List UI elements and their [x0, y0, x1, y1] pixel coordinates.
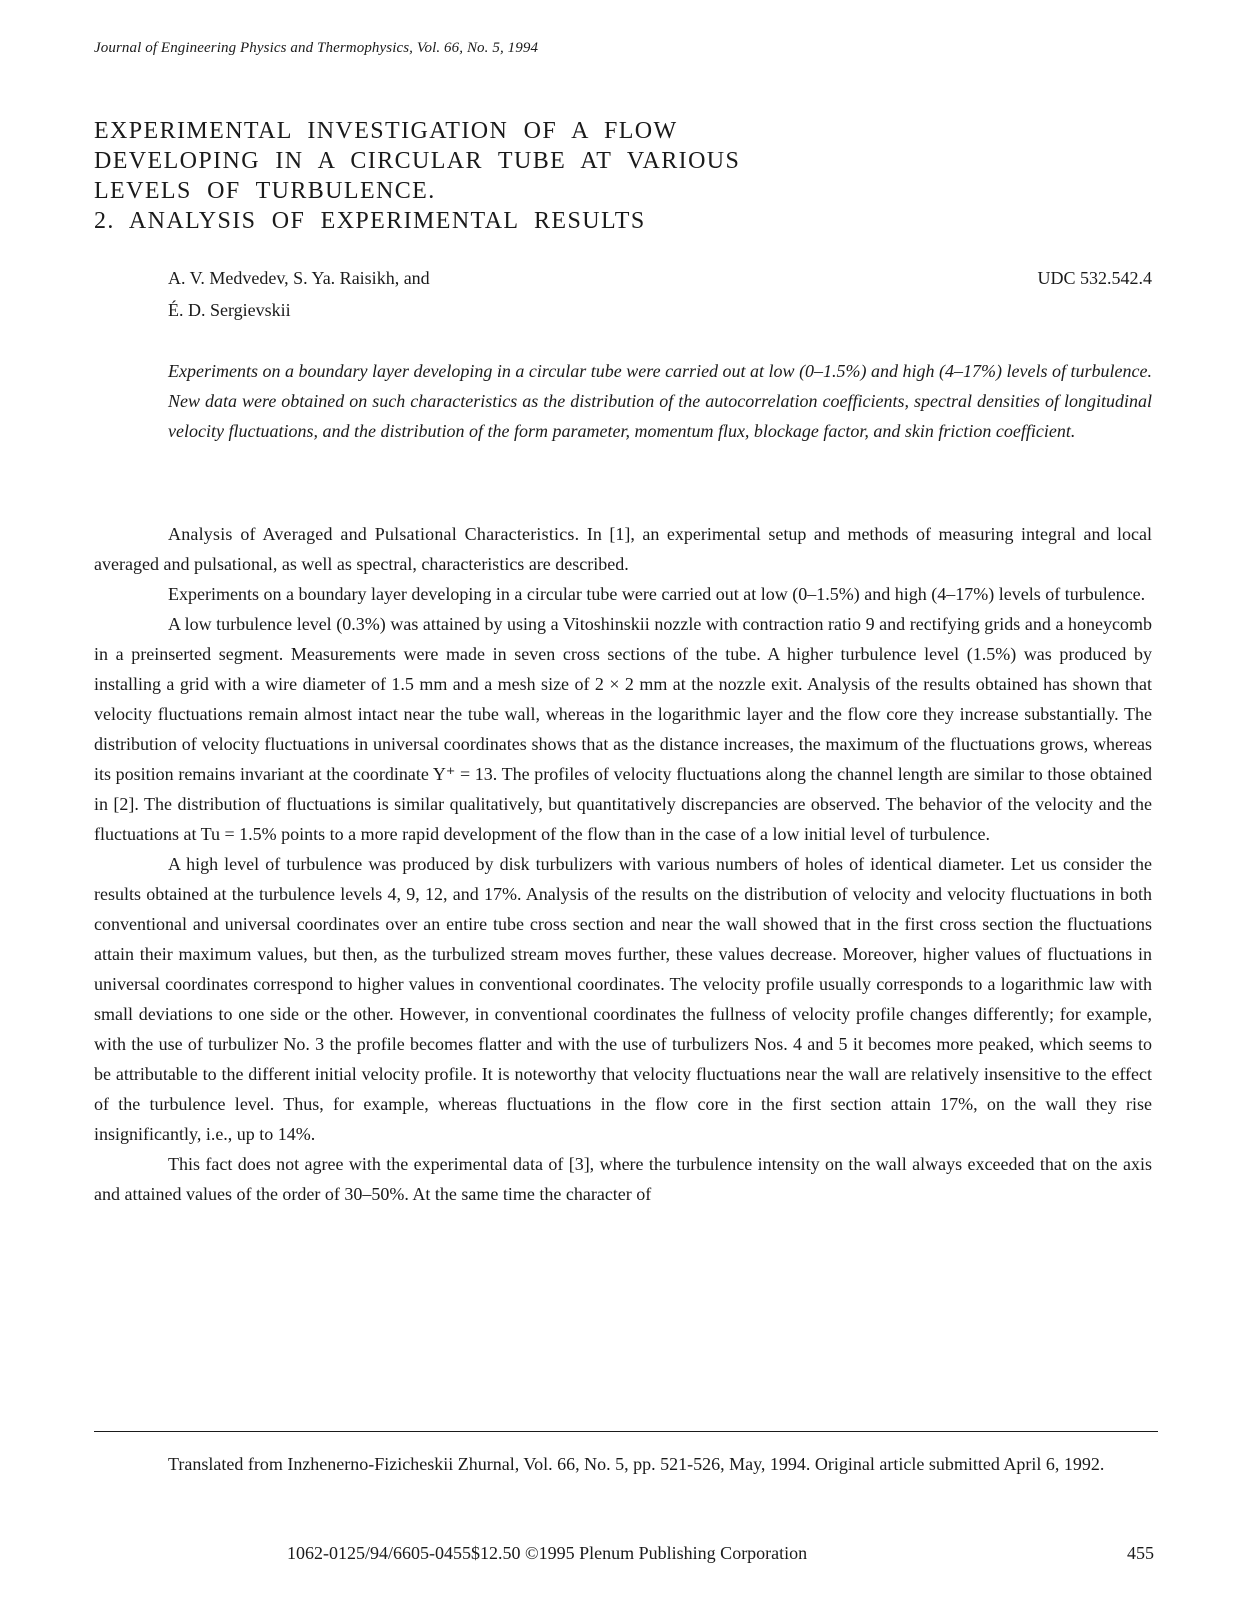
- title-line: EXPERIMENTAL INVESTIGATION OF A FLOW: [94, 118, 678, 144]
- author-list: [168, 262, 430, 326]
- paragraph-text: In [1], an experimental setup and methods of measuring integral and local averaged and pulsational, as well as spectral, characteristics are described.: [94, 524, 1153, 574]
- footnote-divider: [94, 1431, 1158, 1432]
- article-title: [94, 116, 854, 236]
- abstract: Experiments on a boundary layer developing in a circular tube were carried out at low (0–1.5%) and high (4–17%) levels of turbulence. New data were obtained on such characteristics as the distribution of the autocorrelation coefficients, spectral densities of longitudinal velocity fluctuations, and the distribution of the form parameter, momentum flux, blockage factor, and skin friction coefficient.: [168, 361, 1152, 441]
- body-paragraph: Experiments on a boundary layer developing in a circular tube were carried out at low (0–1.5%) and high (4–17%) levels of turbulence.: [168, 584, 1146, 604]
- body-paragraph: This fact does not agree with the experimental data of [3], where the turbulence intensity on the wall always exceeded that on the axis and attained values of the order of 30–50%. At the same time the character of: [94, 1154, 1152, 1204]
- body-paragraph: A high level of turbulence was produced by disk turbulizers with various numbers of holes of identical diameter. Let us consider the results obtained at the turbulence levels 4, 9, 12, and 17%. Analysis of the results on the distribution of velocity and velocity fluctuations in both conventional and universal coordinates over an entire tube cross section and near the wall showed that in the first cross section the fluctuations attain their maximum values, but then, as the turbulized stream moves further, these values decrease. Moreover, higher values of fluctuations in universal coordinates correspond to higher values in conventional coordinates. The velocity profile usually corresponds to a logarithmic law with small deviations to one side or the other. However, in conventional coordinates the fullness of velocity profile changes differently; for example, with the use of turbulizer No. 3 the profile becomes flatter and with the use of turbulizers Nos. 4 and 5 it becomes more peaked, which seems to be attributable to the different initial velocity profile. It is noteworthy that velocity fluctuations near the wall are relatively insensitive to the effect of the turbulence level. Thus, for example, whereas fluctuations in the flow core in the first section attain 17%, on the wall they rise insignificantly, i.e., up to 14%.: [94, 854, 1152, 1144]
- udc-code: UDC 532.542.4: [1037, 268, 1152, 288]
- section-heading: Analysis of Averaged and Pulsational Characteristics.: [168, 524, 580, 544]
- title-line: 2. ANALYSIS OF EXPERIMENTAL RESULTS: [94, 208, 646, 234]
- page-number: 455: [1127, 1543, 1154, 1563]
- body-paragraph: [94, 519, 1152, 579]
- article-body: [94, 519, 1152, 1209]
- footnote: Translated from Inzhenerno-Fizicheskii Zhurnal, Vol. 66, No. 5, pp. 521-526, May, 1994. Original article submitted April 6, 1992.: [168, 1454, 1105, 1474]
- title-line: DEVELOPING IN A CIRCULAR TUBE AT VARIOUS: [94, 148, 741, 174]
- copyright-imprint: 1062-0125/94/6605-0455$12.50 ©1995 Plenum Publishing Corporation: [287, 1543, 808, 1563]
- author-line: É. D. Sergievskii: [168, 300, 291, 320]
- journal-header: Journal of Engineering Physics and Thermophysics, Vol. 66, No. 5, 1994: [94, 40, 539, 56]
- body-paragraph: A low turbulence level (0.3%) was attained by using a Vitoshinskii nozzle with contraction ratio 9 and rectifying grids and a honeycomb in a preinserted segment. Measurements were made in seven cross sections of the tube. A higher turbulence level (1.5%) was produced by installing a grid with a wire diameter of 1.5 mm and a mesh size of 2 × 2 mm at the nozzle exit. Analysis of the results obtained has shown that velocity fluctuations remain almost intact near the tube wall, whereas in the logarithmic layer and the flow core they increase substantially. The distribution of velocity fluctuations in universal coordinates shows that as the distance increases, the maximum of the fluctuations grows, whereas its position remains invariant at the coordinate Y⁺ = 13. The profiles of velocity fluctuations along the channel length are similar to those obtained in [2]. The distribution of fluctuations is similar qualitatively, but quantitatively discrepancies are observed. The behavior of the velocity and the fluctuations at Tu = 1.5% points to a more rapid development of the flow than in the case of a low initial level of turbulence.: [94, 614, 1152, 844]
- title-line: LEVELS OF TURBULENCE.: [94, 178, 436, 204]
- author-line: A. V. Medvedev, S. Ya. Raisikh, and: [168, 268, 430, 288]
